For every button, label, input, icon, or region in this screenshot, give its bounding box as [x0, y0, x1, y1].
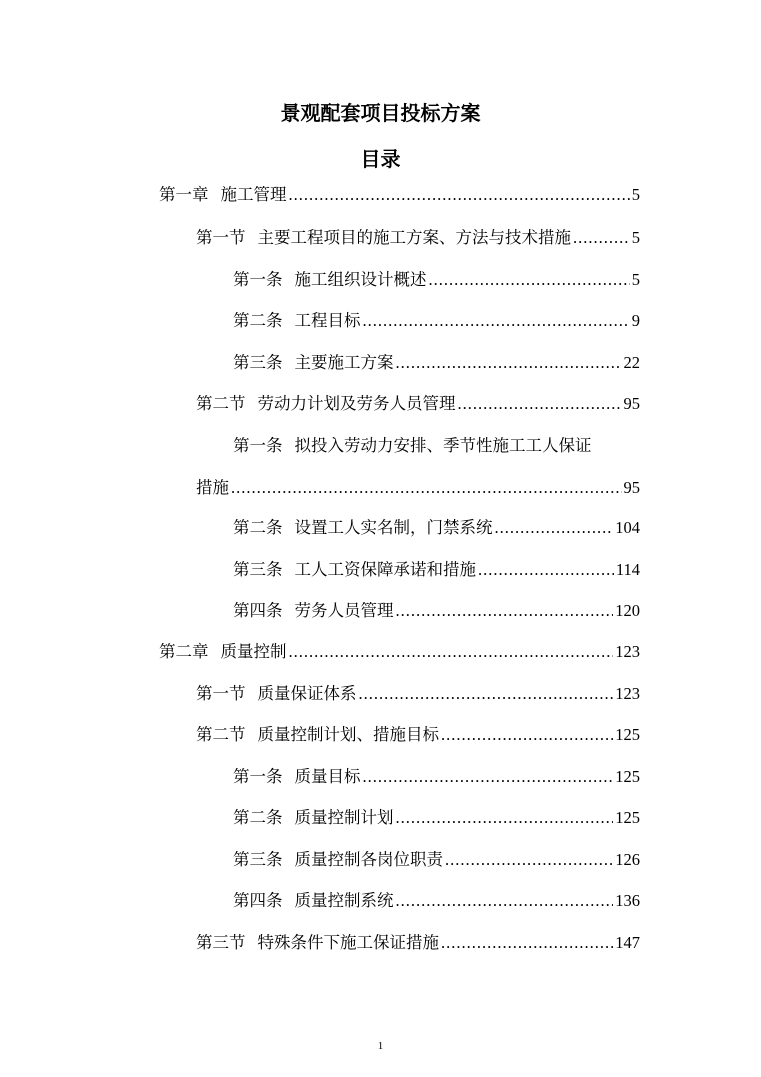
toc-entry-number: 第二节: [196, 725, 246, 744]
toc-entry-label: 工程目标: [294, 311, 361, 330]
toc-entry-number: 第二章: [159, 642, 209, 661]
toc-entry-label: 质量控制计划、措施目标: [257, 725, 439, 744]
toc-entry-label: 质量控制各岗位职责: [294, 850, 443, 869]
toc-entry-number: 第一条: [233, 436, 283, 455]
page-number: 1: [377, 1040, 384, 1052]
toc-entry-number: 第三条: [233, 560, 283, 579]
dot-leader: [231, 478, 622, 498]
dot-leader: [396, 891, 614, 911]
toc-entry-section[interactable]: [196, 929, 640, 955]
toc-entry-number: 第三节: [196, 933, 246, 952]
toc-entry-number: 第一条: [233, 270, 283, 289]
dot-leader: [429, 270, 630, 290]
toc-entry-article[interactable]: [233, 887, 640, 913]
toc-entry-number: 第一节: [196, 684, 246, 703]
dot-leader: [359, 684, 614, 704]
toc-entry-label-continuation: 措施: [196, 478, 229, 497]
toc-entry-label: 主要工程项目的施工方案、方法与技术措施: [257, 228, 571, 247]
toc-entry-section[interactable]: [196, 224, 640, 250]
toc-entry-page: 22: [623, 353, 640, 372]
toc-entry-label: 质量保证体系: [257, 684, 357, 703]
toc-entry-label: 拟投入劳动力安排、季节性施工工人保证: [294, 436, 592, 455]
dot-leader: [363, 767, 614, 787]
toc-entry-number: 第四条: [233, 891, 283, 910]
toc-entry-article[interactable]: [233, 804, 640, 830]
dot-leader: [495, 518, 614, 538]
toc-entry-page: 5: [631, 270, 640, 289]
toc-entry-page: 104: [615, 518, 640, 537]
toc-entry-article[interactable]: [233, 514, 640, 540]
toc-entry-page: 125: [615, 725, 640, 744]
toc-entry-chapter-1[interactable]: [159, 181, 640, 207]
toc-heading: 目录: [360, 147, 401, 171]
toc-entry-number: 第四条: [233, 601, 283, 620]
toc-entry-page: 5: [631, 228, 640, 247]
toc-entry-page: 114: [615, 560, 640, 579]
toc-entry-label: 工人工资保障承诺和措施: [294, 560, 476, 579]
toc-entry-label: 设置工人实名制，门禁系统: [294, 518, 493, 537]
toc-entry-page: 9: [631, 311, 640, 330]
toc-entry-number: 第二条: [233, 808, 283, 827]
toc-entry-page: 136: [615, 891, 640, 910]
toc-entry-page: 5: [631, 185, 640, 204]
toc-entry-page: 120: [615, 601, 640, 620]
dot-leader: [478, 560, 614, 580]
toc-entry-label: 施工管理: [220, 185, 287, 204]
toc-entry-number: 第三条: [233, 850, 283, 869]
toc-entry-label: 主要施工方案: [294, 353, 394, 372]
dot-leader: [445, 850, 613, 870]
dot-leader: [396, 353, 622, 373]
toc-entry-section[interactable]: [196, 680, 640, 706]
toc-entry-continuation[interactable]: [196, 474, 640, 500]
toc-entry-label: 质量控制系统: [294, 891, 394, 910]
toc-entry-label: 质量控制计划: [294, 808, 394, 827]
dot-leader: [396, 601, 614, 621]
toc-entry-number: 第一节: [196, 228, 246, 247]
toc-entry-page: 125: [615, 808, 640, 827]
toc-entry-label: 劳动力计划及劳务人员管理: [257, 394, 456, 413]
dot-leader: [289, 642, 614, 662]
toc-entry-number: 第一章: [159, 185, 209, 204]
toc-entry-page: 123: [615, 684, 640, 703]
toc-entry-label: 特殊条件下施工保证措施: [257, 933, 439, 952]
toc-entry-article[interactable]: [233, 266, 640, 292]
dot-leader: [573, 228, 630, 248]
toc-entry-section[interactable]: [196, 390, 640, 416]
toc-entry-article[interactable]: [233, 349, 640, 375]
toc-entry-number: 第三条: [233, 353, 283, 372]
toc-entry-page: 95: [623, 394, 640, 413]
dot-leader: [458, 394, 622, 414]
dot-leader: [363, 311, 630, 331]
toc-entry-number: 第一条: [233, 767, 283, 786]
toc-entry-page: 125: [615, 767, 640, 786]
toc-entry-article[interactable]: [233, 597, 640, 623]
toc-entry-label: 施工组织设计概述: [294, 270, 427, 289]
toc-entry-number: 第二条: [233, 311, 283, 330]
toc-entry-article[interactable]: [233, 307, 640, 333]
toc-entry-page: 147: [615, 933, 640, 952]
toc-entry-article-wrapped[interactable]: [233, 432, 592, 458]
toc-entry-article[interactable]: [233, 763, 640, 789]
toc-entry-chapter-2[interactable]: [159, 638, 640, 664]
toc-entry-article[interactable]: [233, 846, 640, 872]
toc-entry-number: 第二条: [233, 518, 283, 537]
toc-entry-label: 劳务人员管理: [294, 601, 394, 620]
document-title: 景观配套项目投标方案: [280, 101, 481, 125]
toc-entry-page: 123: [615, 642, 640, 661]
dot-leader: [396, 808, 614, 828]
toc-entry-label: 质量控制: [220, 642, 287, 661]
toc-entry-page: 95: [623, 478, 640, 497]
toc-entry-article[interactable]: [233, 556, 640, 582]
toc-entry-page: 126: [615, 850, 640, 869]
toc-entry-number: 第二节: [196, 394, 246, 413]
dot-leader: [441, 933, 613, 953]
toc-entry-label: 质量目标: [294, 767, 361, 786]
toc-entry-section[interactable]: [196, 721, 640, 747]
dot-leader: [441, 725, 613, 745]
dot-leader: [289, 185, 630, 205]
